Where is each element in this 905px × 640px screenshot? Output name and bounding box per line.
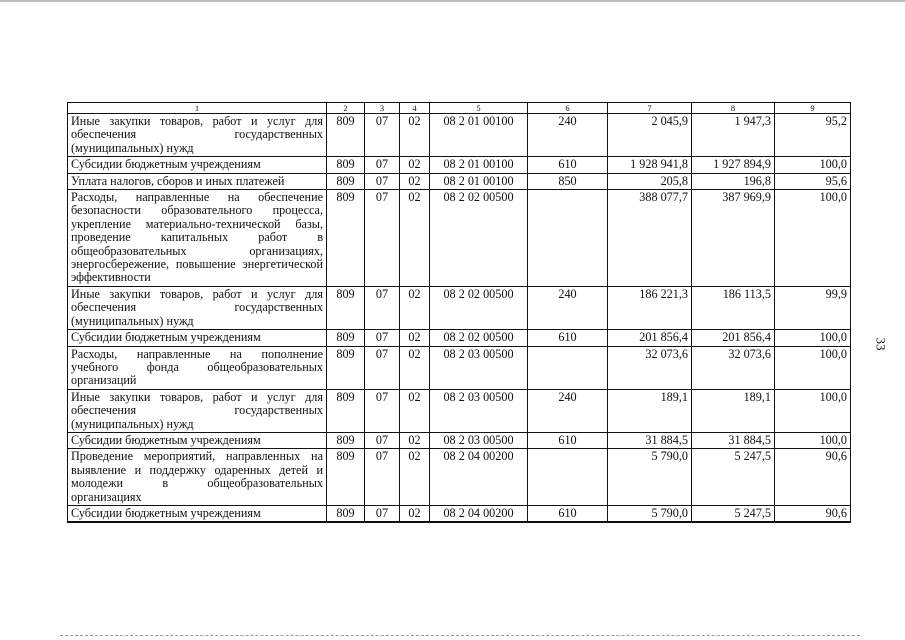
cell-executed: 196,8 xyxy=(692,173,775,189)
cell-section: 07 xyxy=(365,173,400,189)
cell-expense-type: 610 xyxy=(528,157,608,173)
cell-planned: 201 856,4 xyxy=(608,330,692,346)
cell-subsection: 02 xyxy=(400,389,430,432)
cell-section: 07 xyxy=(365,157,400,173)
cell-subsection: 02 xyxy=(400,286,430,329)
table-row xyxy=(68,330,851,346)
cell-name: Иные закупки товаров, работ и услуг для обеспечения государственных (муниципальных) нужд xyxy=(68,389,327,432)
cell-name: Иные закупки товаров, работ и услуг для обеспечения государственных (муниципальных) нужд xyxy=(68,114,327,157)
cell-planned: 5 790,0 xyxy=(608,449,692,506)
cell-expense-type xyxy=(528,346,608,389)
cell-executed: 189,1 xyxy=(692,389,775,432)
cell-expense-type xyxy=(528,449,608,506)
table-row xyxy=(68,432,851,448)
cell-planned: 388 077,7 xyxy=(608,190,692,287)
cell-section: 07 xyxy=(365,114,400,157)
table-row xyxy=(68,505,851,522)
cell-planned: 5 790,0 xyxy=(608,505,692,522)
cell-expense-type xyxy=(528,190,608,287)
cell-planned: 1 928 941,8 xyxy=(608,157,692,173)
cell-percent: 95,6 xyxy=(775,173,851,189)
cell-target-article: 08 2 03 00500 xyxy=(430,432,528,448)
cell-target-article: 08 2 03 00500 xyxy=(430,346,528,389)
cell-subsection: 02 xyxy=(400,330,430,346)
cell-section: 07 xyxy=(365,286,400,329)
cell-target-article: 08 2 02 00500 xyxy=(430,330,528,346)
cell-section: 07 xyxy=(365,190,400,287)
cell-subsection: 02 xyxy=(400,190,430,287)
cell-percent: 100,0 xyxy=(775,432,851,448)
cell-planned: 2 045,9 xyxy=(608,114,692,157)
cell-section: 07 xyxy=(365,505,400,522)
cell-expense-type: 610 xyxy=(528,330,608,346)
budget-table xyxy=(67,102,851,523)
cell-subsection: 02 xyxy=(400,157,430,173)
header-cell: 9 xyxy=(775,103,851,114)
cell-ved: 809 xyxy=(327,190,365,287)
cell-executed: 5 247,5 xyxy=(692,449,775,506)
header-cell: 4 xyxy=(400,103,430,114)
cell-expense-type: 610 xyxy=(528,505,608,522)
cell-name: Субсидии бюджетным учреждениям xyxy=(68,157,327,173)
cell-executed: 186 113,5 xyxy=(692,286,775,329)
cell-ved: 809 xyxy=(327,114,365,157)
cell-target-article: 08 2 01 00100 xyxy=(430,157,528,173)
table-row xyxy=(68,286,851,329)
table-row xyxy=(68,190,851,287)
table-row xyxy=(68,157,851,173)
cell-percent: 90,6 xyxy=(775,505,851,522)
cell-target-article: 08 2 03 00500 xyxy=(430,389,528,432)
cell-subsection: 02 xyxy=(400,449,430,506)
page-bottom-edge xyxy=(60,635,860,637)
cell-target-article: 08 2 01 00100 xyxy=(430,114,528,157)
cell-ved: 809 xyxy=(327,157,365,173)
cell-name: Расходы, направленные на пополнение учебного фонда общеобразовательных организаций xyxy=(68,346,327,389)
cell-subsection: 02 xyxy=(400,505,430,522)
cell-section: 07 xyxy=(365,449,400,506)
cell-ved: 809 xyxy=(327,505,365,522)
cell-executed: 32 073,6 xyxy=(692,346,775,389)
cell-percent: 100,0 xyxy=(775,190,851,287)
cell-target-article: 08 2 02 00500 xyxy=(430,190,528,287)
cell-planned: 205,8 xyxy=(608,173,692,189)
cell-ved: 809 xyxy=(327,346,365,389)
table-row xyxy=(68,449,851,506)
cell-executed: 201 856,4 xyxy=(692,330,775,346)
cell-subsection: 02 xyxy=(400,173,430,189)
cell-expense-type: 240 xyxy=(528,389,608,432)
cell-executed: 1 947,3 xyxy=(692,114,775,157)
cell-section: 07 xyxy=(365,346,400,389)
header-cell: 8 xyxy=(692,103,775,114)
header-cell: 6 xyxy=(528,103,608,114)
cell-executed: 387 969,9 xyxy=(692,190,775,287)
cell-subsection: 02 xyxy=(400,432,430,448)
cell-ved: 809 xyxy=(327,432,365,448)
header-cell: 2 xyxy=(327,103,365,114)
cell-planned: 31 884,5 xyxy=(608,432,692,448)
header-cell: 7 xyxy=(608,103,692,114)
cell-name: Проведение мероприятий, направленных на выявление и поддержку одаренных детей и молодежи в общеобразовательных организациях xyxy=(68,449,327,506)
cell-percent: 99,9 xyxy=(775,286,851,329)
table-row xyxy=(68,173,851,189)
page-top-edge xyxy=(0,0,905,2)
cell-expense-type: 610 xyxy=(528,432,608,448)
cell-ved: 809 xyxy=(327,173,365,189)
cell-target-article: 08 2 04 00200 xyxy=(430,449,528,506)
cell-name: Уплата налогов, сборов и иных платежей xyxy=(68,173,327,189)
cell-name: Иные закупки товаров, работ и услуг для обеспечения государственных (муниципальных) нужд xyxy=(68,286,327,329)
header-cell: 3 xyxy=(365,103,400,114)
cell-target-article: 08 2 04 00200 xyxy=(430,505,528,522)
cell-executed: 1 927 894,9 xyxy=(692,157,775,173)
header-cell: 1 xyxy=(68,103,327,114)
header-row xyxy=(68,103,851,114)
cell-section: 07 xyxy=(365,432,400,448)
cell-section: 07 xyxy=(365,389,400,432)
cell-subsection: 02 xyxy=(400,114,430,157)
page-number: 33 xyxy=(873,337,889,351)
cell-ved: 809 xyxy=(327,449,365,506)
header-cell: 5 xyxy=(430,103,528,114)
cell-ved: 809 xyxy=(327,286,365,329)
cell-executed: 5 247,5 xyxy=(692,505,775,522)
cell-name: Субсидии бюджетным учреждениям xyxy=(68,330,327,346)
cell-percent: 100,0 xyxy=(775,389,851,432)
cell-expense-type: 240 xyxy=(528,286,608,329)
cell-percent: 100,0 xyxy=(775,157,851,173)
cell-percent: 90,6 xyxy=(775,449,851,506)
cell-target-article: 08 2 01 00100 xyxy=(430,173,528,189)
cell-ved: 809 xyxy=(327,330,365,346)
cell-name: Расходы, направленные на обеспечение безопасности образовательного процесса, укрепление материально-технической базы, проведение капитальных работ в общеобразовательных организациях, энергосбережение, повышение энергетической эффективности xyxy=(68,190,327,287)
cell-section: 07 xyxy=(365,330,400,346)
cell-name: Субсидии бюджетным учреждениям xyxy=(68,432,327,448)
cell-subsection: 02 xyxy=(400,346,430,389)
cell-percent: 95,2 xyxy=(775,114,851,157)
cell-planned: 186 221,3 xyxy=(608,286,692,329)
cell-planned: 32 073,6 xyxy=(608,346,692,389)
cell-ved: 809 xyxy=(327,389,365,432)
cell-target-article: 08 2 02 00500 xyxy=(430,286,528,329)
cell-name: Субсидии бюджетным учреждениям xyxy=(68,505,327,522)
table-body xyxy=(68,103,851,523)
cell-executed: 31 884,5 xyxy=(692,432,775,448)
table-row xyxy=(68,346,851,389)
cell-percent: 100,0 xyxy=(775,330,851,346)
cell-planned: 189,1 xyxy=(608,389,692,432)
table-row xyxy=(68,389,851,432)
cell-expense-type: 850 xyxy=(528,173,608,189)
cell-percent: 100,0 xyxy=(775,346,851,389)
table-row xyxy=(68,114,851,157)
cell-expense-type: 240 xyxy=(528,114,608,157)
